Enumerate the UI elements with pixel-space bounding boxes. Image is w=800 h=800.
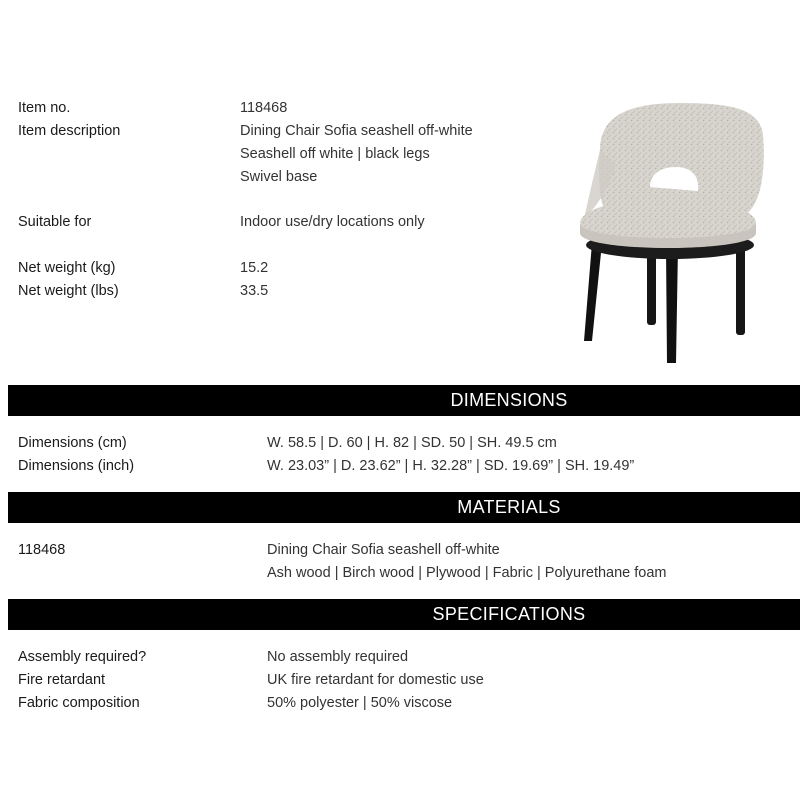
assembly-required-label: Assembly required? bbox=[18, 649, 147, 665]
materials-line-1: Dining Chair Sofia seashell off-white bbox=[267, 542, 500, 558]
item-no-label: Item no. bbox=[18, 100, 71, 116]
dimensions-heading: DIMENSIONS bbox=[450, 390, 568, 410]
dimensions-inch-label: Dimensions (inch) bbox=[18, 458, 135, 474]
net-weight-lbs-value: 33.5 bbox=[240, 283, 269, 299]
dimensions-header-bar bbox=[8, 385, 800, 416]
fire-retardant-label: Fire retardant bbox=[18, 672, 106, 688]
net-weight-kg-label: Net weight (kg) bbox=[18, 260, 116, 276]
dimensions-cm-label: Dimensions (cm) bbox=[18, 435, 127, 451]
materials-line-2: Ash wood | Birch wood | Plywood | Fabric | Polyurethane foam bbox=[267, 565, 667, 581]
product-image bbox=[570, 95, 785, 370]
materials-item-label: 118468 bbox=[18, 542, 66, 558]
materials-heading: MATERIALS bbox=[457, 497, 561, 517]
item-description-label: Item description bbox=[18, 123, 121, 139]
specifications-heading: SPECIFICATIONS bbox=[432, 604, 586, 624]
net-weight-lbs-label: Net weight (lbs) bbox=[18, 283, 119, 299]
materials-header-bar bbox=[8, 492, 800, 523]
net-weight-kg-value: 15.2 bbox=[240, 260, 269, 276]
fabric-composition-label: Fabric composition bbox=[18, 695, 140, 711]
fire-retardant-value: UK fire retardant for domestic use bbox=[267, 672, 484, 688]
specifications-header-bar bbox=[8, 599, 800, 630]
item-no-value: 118468 bbox=[240, 100, 288, 116]
item-description-line-3: Swivel base bbox=[240, 169, 318, 185]
dimensions-inch-value: W. 23.03” | D. 23.62” | H. 32.28” | SD. 19.69” | SH. 19.49” bbox=[267, 458, 635, 474]
fabric-composition-value: 50% polyester | 50% viscose bbox=[267, 695, 453, 711]
item-description-line-2: Seashell off white | black legs bbox=[240, 146, 430, 162]
suitable-for-value: Indoor use/dry locations only bbox=[240, 214, 425, 230]
dimensions-cm-value: W. 58.5 | D. 60 | H. 82 | SD. 50 | SH. 49.5 cm bbox=[267, 435, 557, 451]
item-description-line-1: Dining Chair Sofia seashell off-white bbox=[240, 123, 473, 139]
suitable-for-label: Suitable for bbox=[18, 214, 92, 230]
assembly-required-value: No assembly required bbox=[267, 649, 409, 665]
